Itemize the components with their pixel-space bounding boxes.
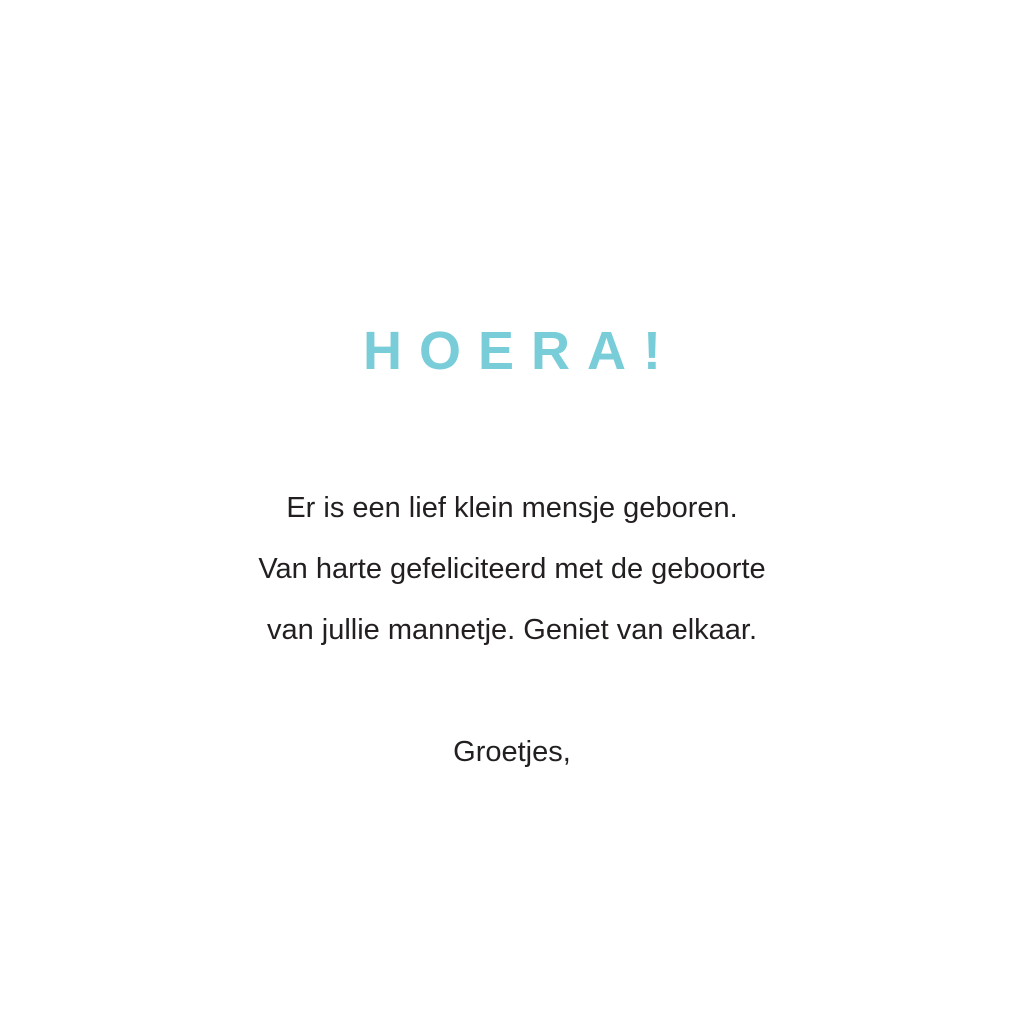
message-body: [0, 478, 1024, 661]
signoff-text: Groetjes,: [453, 736, 571, 768]
message-line-2: Van harte gefeliciteerd met de geboorte: [258, 553, 766, 585]
message-line-3: van jullie mannetje. Geniet van elkaar.: [266, 614, 758, 646]
page-title: HOERA!: [363, 321, 678, 381]
message-line-1: Er is een lief klein mensje geboren.: [286, 492, 738, 524]
